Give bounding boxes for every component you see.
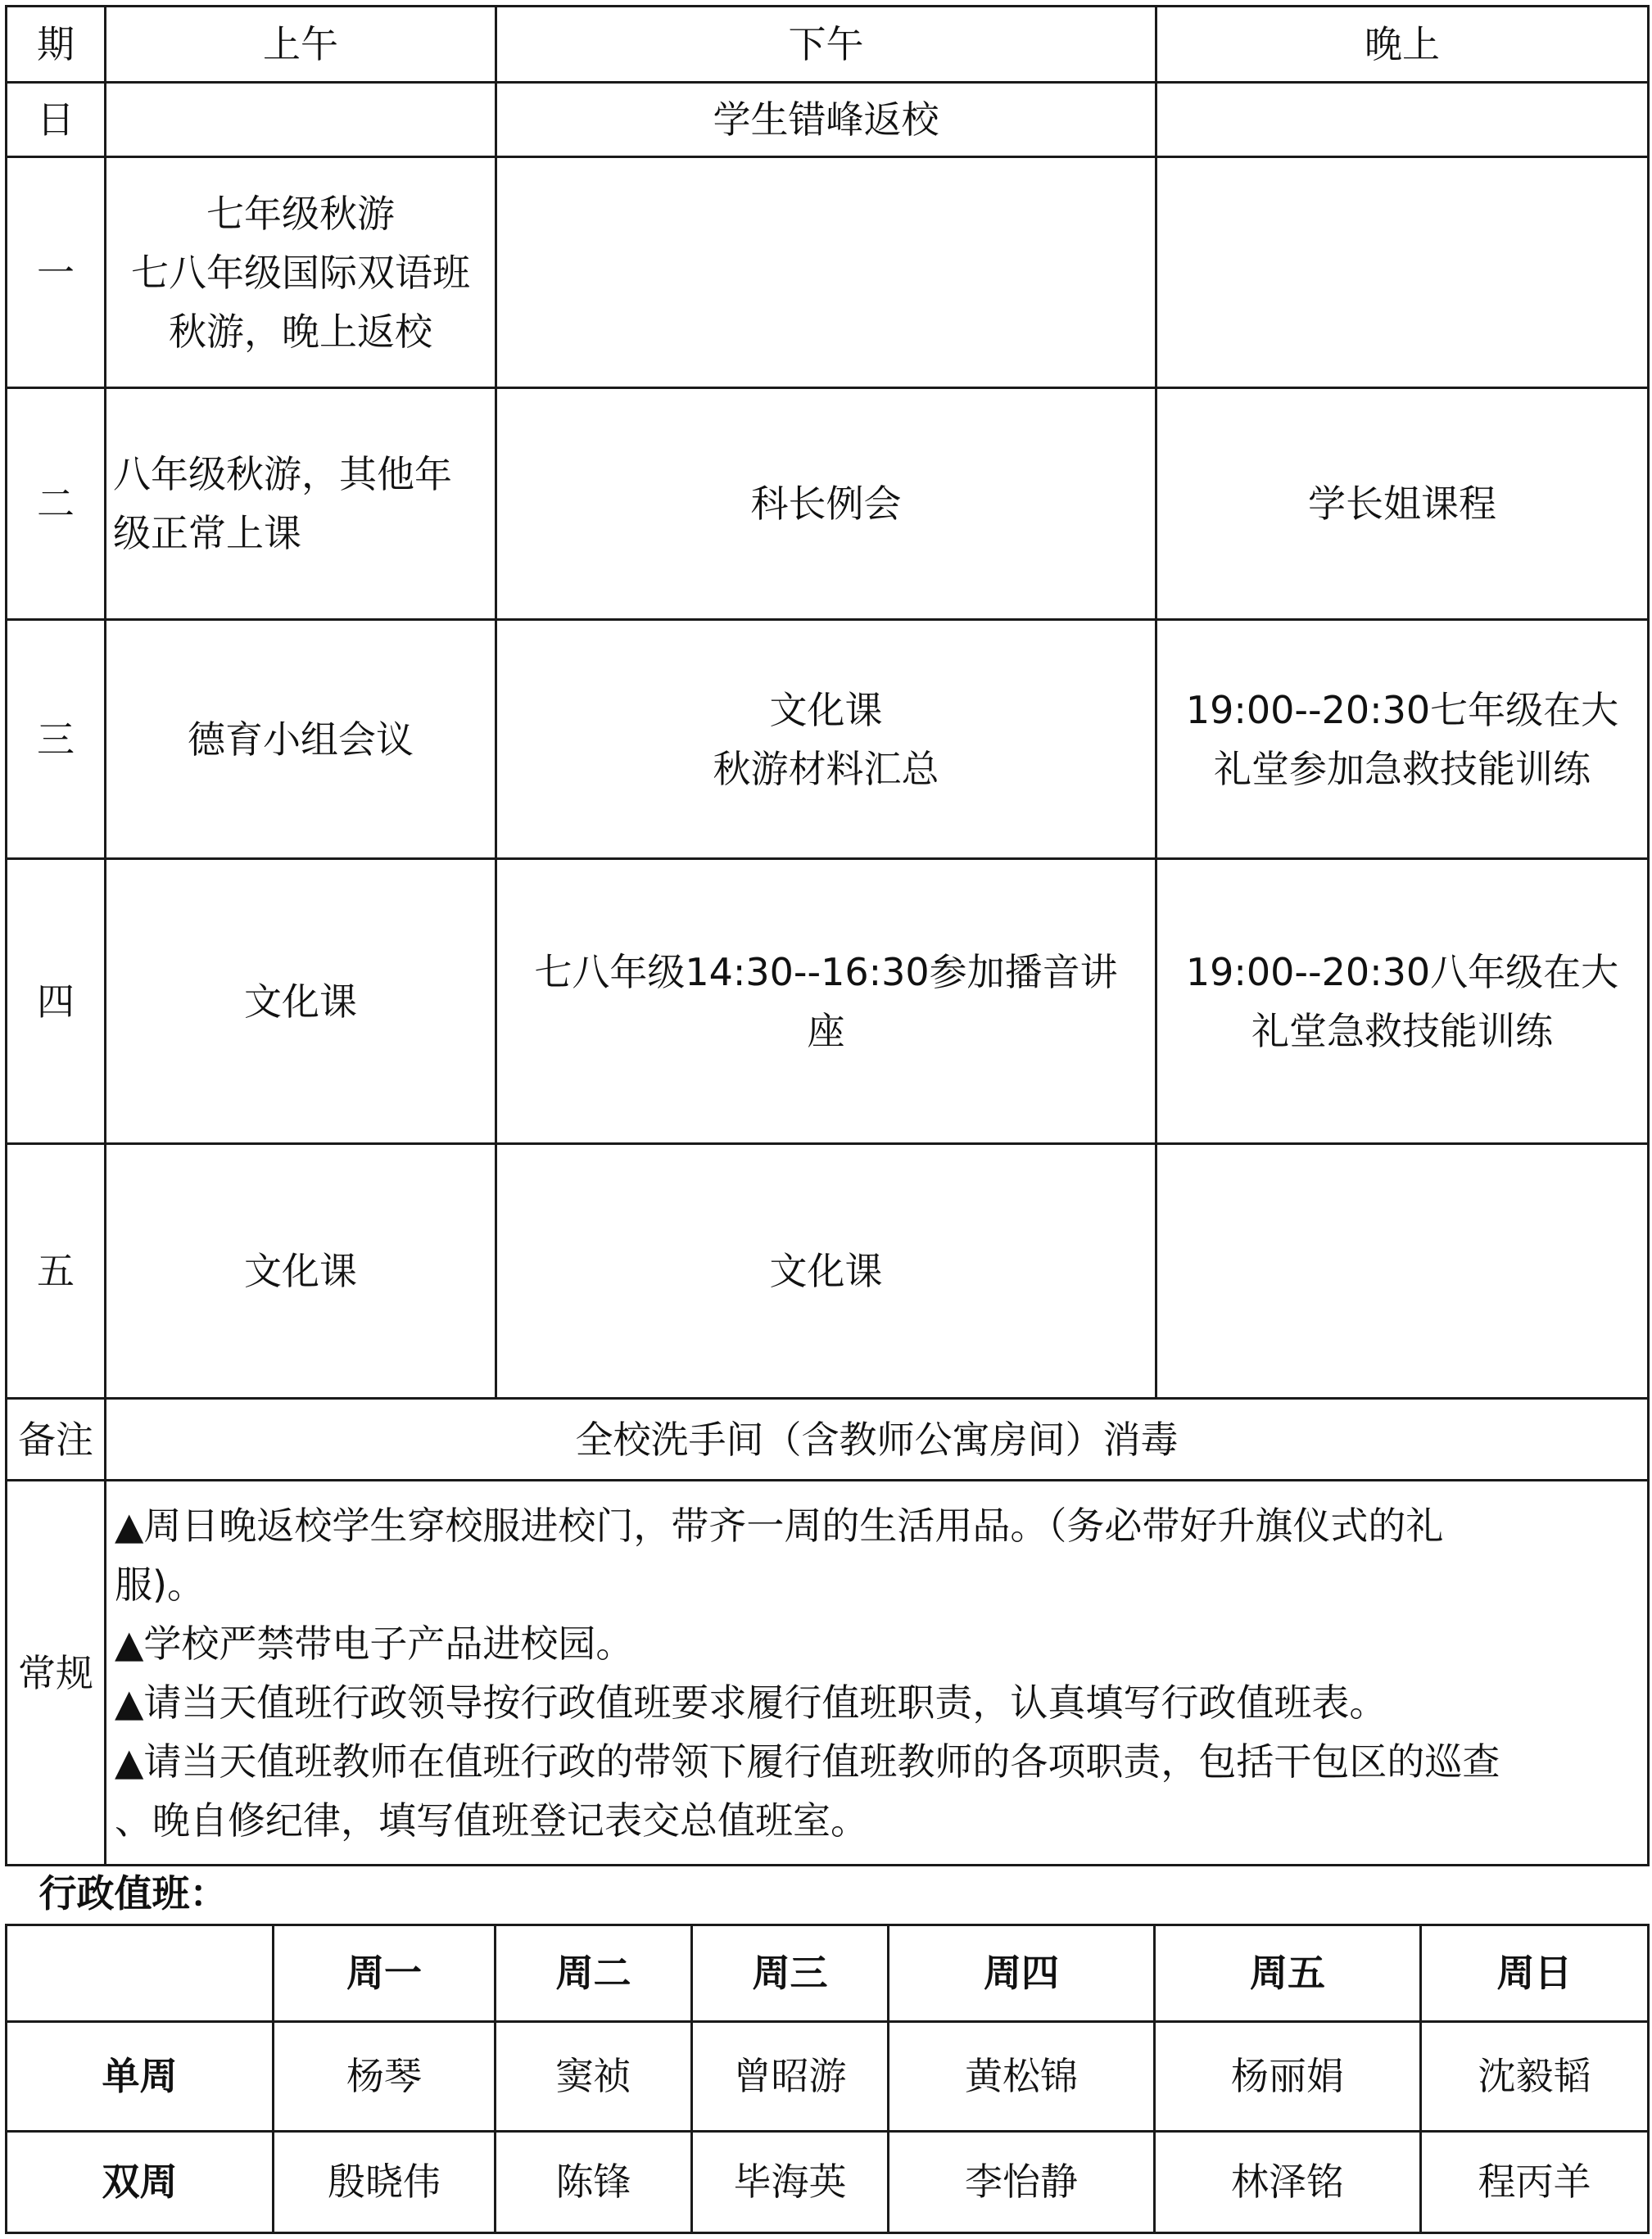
duty-day: 周日 bbox=[1421, 1925, 1649, 2021]
afternoon-cell bbox=[496, 620, 1156, 859]
duty-name: 程丙羊 bbox=[1421, 2131, 1649, 2232]
day-label: 二 bbox=[7, 388, 106, 620]
duty-name: 曾昭游 bbox=[692, 2021, 889, 2131]
schedule-row-tuesday bbox=[7, 388, 1649, 620]
evening-cell bbox=[1156, 83, 1649, 157]
cell-line: 七八年级国际双语班 bbox=[131, 250, 470, 295]
cell-line: 科长例会 bbox=[750, 482, 902, 526]
duty-name: 杨琴 bbox=[274, 2021, 496, 2131]
cell-line: 文化课 bbox=[769, 1249, 883, 1293]
routine-line: ▲请当天值班行政领导按行政值班要求履行值班职责，认真填写行政值班表。 bbox=[115, 1680, 1387, 1725]
schedule-row-monday bbox=[7, 157, 1649, 388]
cell-line: 礼堂参加急救技能训练 bbox=[1214, 746, 1591, 791]
cell-line: 座 bbox=[807, 1008, 845, 1053]
routine-line: 、晚自修纪律，填写值班登记表交总值班室。 bbox=[115, 1798, 868, 1843]
schedule-row-thursday bbox=[7, 859, 1649, 1144]
duty-day: 周四 bbox=[889, 1925, 1155, 2021]
header-afternoon: 下午 bbox=[496, 7, 1156, 83]
duty-name: 黄松锦 bbox=[889, 2021, 1155, 2131]
duty-row-odd-week bbox=[7, 2021, 1649, 2131]
weekly-schedule-table bbox=[5, 5, 1650, 1866]
evening-cell bbox=[1156, 388, 1649, 620]
morning-cell bbox=[106, 620, 496, 859]
duty-title-row bbox=[7, 1864, 1649, 1925]
cell-line: 文化课 bbox=[244, 979, 357, 1024]
duty-name: 毕海英 bbox=[692, 2131, 889, 2232]
afternoon-cell bbox=[496, 859, 1156, 1144]
duty-row-label: 单周 bbox=[7, 2021, 274, 2131]
morning-cell bbox=[106, 83, 496, 157]
cell-line: 秋游，晚上返校 bbox=[169, 309, 432, 354]
schedule-header-row bbox=[7, 7, 1649, 83]
day-label: 五 bbox=[7, 1144, 106, 1399]
duty-title: 行政值班： bbox=[7, 1864, 1649, 1925]
afternoon-cell bbox=[496, 388, 1156, 620]
duty-name: 林泽铭 bbox=[1155, 2131, 1421, 2232]
cell-line: 文化课 bbox=[769, 687, 883, 732]
duty-table bbox=[5, 1864, 1650, 2234]
duty-day: 周三 bbox=[692, 1925, 889, 2021]
morning-cell bbox=[106, 388, 496, 620]
cell-line: 八年级秋游，其他年 bbox=[113, 452, 452, 496]
cell-line: 学长姐课程 bbox=[1308, 482, 1496, 526]
cell-line: 学生错峰返校 bbox=[713, 97, 939, 142]
duty-header-row bbox=[7, 1925, 1649, 2021]
afternoon-cell bbox=[496, 83, 1156, 157]
routine-notes bbox=[106, 1481, 1649, 1866]
cell-line: 礼堂急救技能训练 bbox=[1251, 1008, 1553, 1053]
day-label: 三 bbox=[7, 620, 106, 859]
duty-row-label: 双周 bbox=[7, 2131, 274, 2232]
duty-name: 李怡静 bbox=[889, 2131, 1155, 2232]
duty-name: 窦祯 bbox=[496, 2021, 692, 2131]
duty-corner bbox=[7, 1925, 274, 2021]
duty-day: 周二 bbox=[496, 1925, 692, 2021]
morning-cell bbox=[106, 859, 496, 1144]
duty-name: 杨丽娟 bbox=[1155, 2021, 1421, 2131]
cell-line: 七八年级14:30--16:30参加播音讲 bbox=[534, 949, 1118, 994]
cell-line: 级正常上课 bbox=[113, 511, 301, 555]
cell-line: 文化课 bbox=[244, 1249, 357, 1293]
routine-row bbox=[7, 1481, 1649, 1866]
afternoon-cell bbox=[496, 157, 1156, 388]
schedule-row-friday bbox=[7, 1144, 1649, 1399]
remarks-label: 备注 bbox=[7, 1399, 106, 1481]
cell-line: 19:00--20:30八年级在大 bbox=[1185, 949, 1619, 994]
evening-cell bbox=[1156, 859, 1649, 1144]
duty-day: 周一 bbox=[274, 1925, 496, 2021]
day-label: 日 bbox=[7, 83, 106, 157]
cell-line: 七年级秋游 bbox=[206, 191, 395, 236]
cell-line: 19:00--20:30七年级在大 bbox=[1185, 687, 1619, 732]
evening-cell bbox=[1156, 157, 1649, 388]
schedule-row-sunday bbox=[7, 83, 1649, 157]
routine-line: 服)。 bbox=[115, 1562, 205, 1607]
morning-cell bbox=[106, 1144, 496, 1399]
duty-name: 沈毅韬 bbox=[1421, 2021, 1649, 2131]
evening-cell bbox=[1156, 1144, 1649, 1399]
evening-cell bbox=[1156, 620, 1649, 859]
duty-name: 殷晓伟 bbox=[274, 2131, 496, 2232]
afternoon-cell bbox=[496, 1144, 1156, 1399]
day-label: 一 bbox=[7, 157, 106, 388]
header-morning: 上午 bbox=[106, 7, 496, 83]
routine-label: 常规 bbox=[7, 1481, 106, 1866]
duty-row-even-week bbox=[7, 2131, 1649, 2232]
duty-day: 周五 bbox=[1155, 1925, 1421, 2021]
header-period: 期 bbox=[7, 7, 106, 83]
routine-line: ▲请当天值班教师在值班行政的带领下履行值班教师的各项职责，包括干包区的巡查 bbox=[115, 1739, 1500, 1784]
header-evening: 晚上 bbox=[1156, 7, 1649, 83]
cell-line: 秋游材料汇总 bbox=[713, 746, 939, 791]
remarks-row bbox=[7, 1399, 1649, 1481]
schedule-document bbox=[5, 5, 1647, 2234]
remarks-text: 全校洗手间（含教师公寓房间）消毒 bbox=[106, 1399, 1649, 1481]
duty-name: 陈锋 bbox=[496, 2131, 692, 2232]
cell-line: 德育小组会议 bbox=[188, 717, 414, 762]
morning-cell bbox=[106, 157, 496, 388]
schedule-row-wednesday bbox=[7, 620, 1649, 859]
day-label: 四 bbox=[7, 859, 106, 1144]
routine-line: ▲周日晚返校学生穿校服进校门，带齐一周的生活用品。（务必带好升旗仪式的礼 bbox=[115, 1503, 1444, 1548]
routine-line: ▲学校严禁带电子产品进校园。 bbox=[115, 1621, 634, 1666]
